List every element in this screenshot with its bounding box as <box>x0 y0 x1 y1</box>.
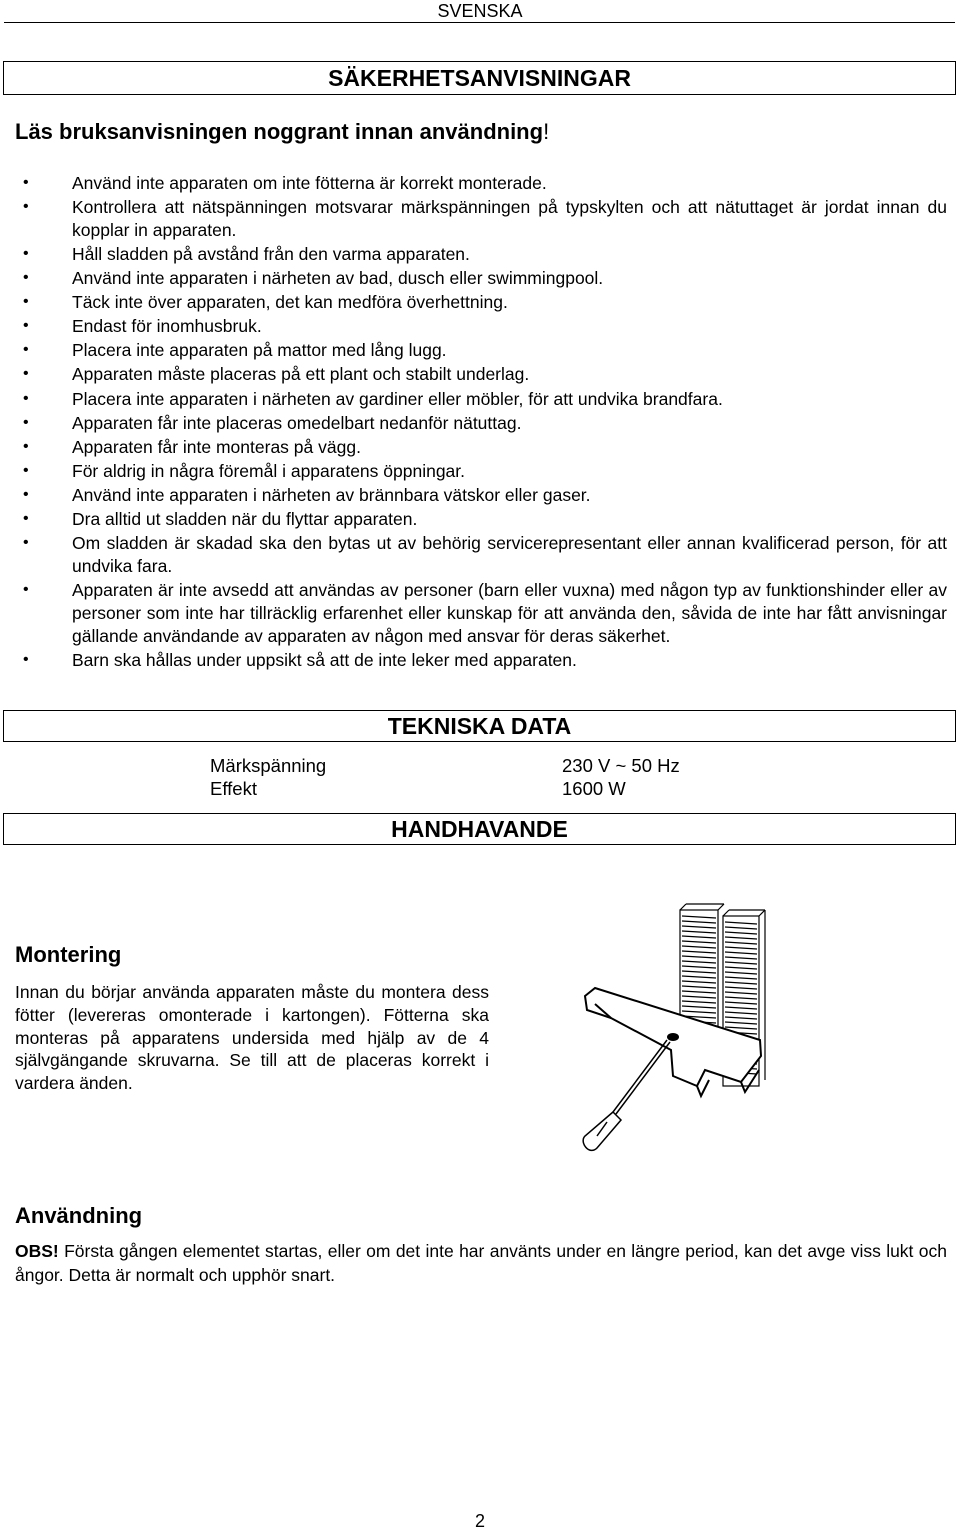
bullet-icon: • <box>23 198 29 216</box>
safety-rule-text: Endast för inomhusbruk. <box>72 316 262 337</box>
safety-rule-text: Apparaten måste placeras på ett plant och stabilt underlag. <box>72 364 530 385</box>
mounting-text: Innan du börjar använda apparaten måste du montera dess fötter (levereras omonterade i kartongen). Fötterna ska monteras på apparatens undersida med hjälp av de 4 självgängande skruvarna. Se till att de placeras korrekt i vardera änden. <box>15 982 489 1094</box>
bullet-icon: • <box>23 365 29 383</box>
safety-rule-text: Placera inte apparaten på mattor med lång lugg. <box>72 340 447 361</box>
safety-rule-text: Kontrollera att nätspänningen motsvarar märkspänningen på typskylten och att nätuttaget är jordat innan du kopplar in apparaten. <box>72 197 947 240</box>
bullet-icon: • <box>23 293 29 311</box>
bullet-icon: • <box>23 269 29 287</box>
safety-rule-text: Använd inte apparaten i närheten av brännbara vätskor eller gaser. <box>72 484 591 505</box>
safety-rule-item <box>15 412 947 435</box>
bullet-icon: • <box>23 437 29 455</box>
bullet-icon: • <box>23 510 29 528</box>
safety-intro-text: Läs bruksanvisningen noggrant innan användning <box>15 119 544 144</box>
safety-rule-text: Använd inte apparaten i närheten av bad, dusch eller swimmingpool. <box>72 268 604 289</box>
safety-rule-item <box>15 388 947 411</box>
safety-rule-item <box>15 172 947 195</box>
mounting-heading: Montering <box>15 942 122 967</box>
safety-rule-text: Placera inte apparaten i närheten av gardiner eller möbler, för att undvika brandfara. <box>72 388 723 409</box>
safety-rule-item <box>15 460 947 483</box>
bullet-icon: • <box>23 341 29 359</box>
tech-data-title: TEKNISKA DATA <box>3 710 956 742</box>
bullet-icon: • <box>23 461 29 479</box>
screwdriver-icon <box>583 1040 670 1150</box>
safety-rule-text: Håll sladden på avstånd från den varma apparaten. <box>72 243 470 264</box>
safety-rule-item <box>15 532 947 578</box>
handling-title: HANDHAVANDE <box>3 813 956 845</box>
safety-rule-item <box>15 196 947 242</box>
usage-heading: Användning <box>15 1203 143 1228</box>
safety-intro <box>15 118 549 146</box>
spec-label: Märkspänning <box>210 755 327 776</box>
safety-rule-item <box>15 649 947 672</box>
safety-rule-item <box>15 291 947 314</box>
obs-label: OBS! <box>15 1241 59 1261</box>
bullet-icon: • <box>23 413 29 431</box>
heater-foot-mounting-illustration <box>555 900 795 1160</box>
safety-rule-text: Om sladden är skadad ska den bytas ut av behörig servicerepresentant eller annan kvalificerad person, för att undvika fara. <box>72 533 947 576</box>
safety-rule-item <box>15 339 947 362</box>
safety-rule-item <box>15 243 947 266</box>
safety-title: SÄKERHETSANVISNINGAR <box>3 61 956 95</box>
bullet-icon: • <box>23 317 29 335</box>
safety-rule-item <box>15 484 947 507</box>
header-divider <box>4 22 955 23</box>
header-language: SVENSKA <box>437 1 523 21</box>
usage-text-block <box>15 1240 947 1287</box>
usage-text: Första gången elementet startas, eller om det inte har använts under en längre period, kan det avge viss lukt och ångor. Detta är normalt och upphör snart. <box>15 1241 947 1285</box>
safety-rule-item <box>15 508 947 531</box>
safety-rule-text: För aldrig in några föremål i apparatens öppningar. <box>72 460 466 481</box>
spec-value: 230 V ~ 50 Hz <box>562 755 680 776</box>
safety-rule-item <box>15 363 947 386</box>
bullet-icon: • <box>23 485 29 503</box>
safety-rule-item <box>15 436 947 459</box>
safety-rule-text: Använd inte apparaten om inte fötterna är korrekt monterade. <box>72 173 547 193</box>
bullet-icon: • <box>23 534 29 552</box>
bullet-icon: • <box>23 174 29 191</box>
safety-rule-text: Apparaten är inte avsedd att användas av personer (barn eller vuxna) med någon typ av funktionshinder eller av personer som inte har tillräcklig erfarenhet eller kunskap för att använda den, såvida de inte har fått anvisningar gällande användande av apparaten av någon med ansvar för deras säkerhet. <box>72 580 947 646</box>
safety-rule-text: Apparaten får inte monteras på vägg. <box>72 436 361 457</box>
safety-rule-text: Barn ska hållas under uppsikt så att de inte leker med apparaten. <box>72 649 577 670</box>
safety-rule-text: Täck inte över apparaten, det kan medföra överhettning. <box>72 292 508 313</box>
spec-value: 1600 W <box>562 778 626 799</box>
spec-label: Effekt <box>210 778 257 799</box>
safety-rule-item <box>15 267 947 290</box>
safety-rules-list <box>15 172 947 673</box>
safety-rule-item <box>15 315 947 338</box>
safety-rule-item <box>15 579 947 647</box>
bullet-icon: • <box>23 244 29 262</box>
safety-intro-mark: ! <box>543 119 550 144</box>
bullet-icon: • <box>23 389 29 407</box>
safety-rule-text: Dra alltid ut sladden när du flyttar apparaten. <box>72 509 418 530</box>
bullet-icon: • <box>23 650 29 668</box>
page-number: 2 <box>474 1511 485 1531</box>
bullet-icon: • <box>23 581 29 598</box>
safety-rule-text: Apparaten får inte placeras omedelbart nedanför nätuttag. <box>72 412 522 433</box>
